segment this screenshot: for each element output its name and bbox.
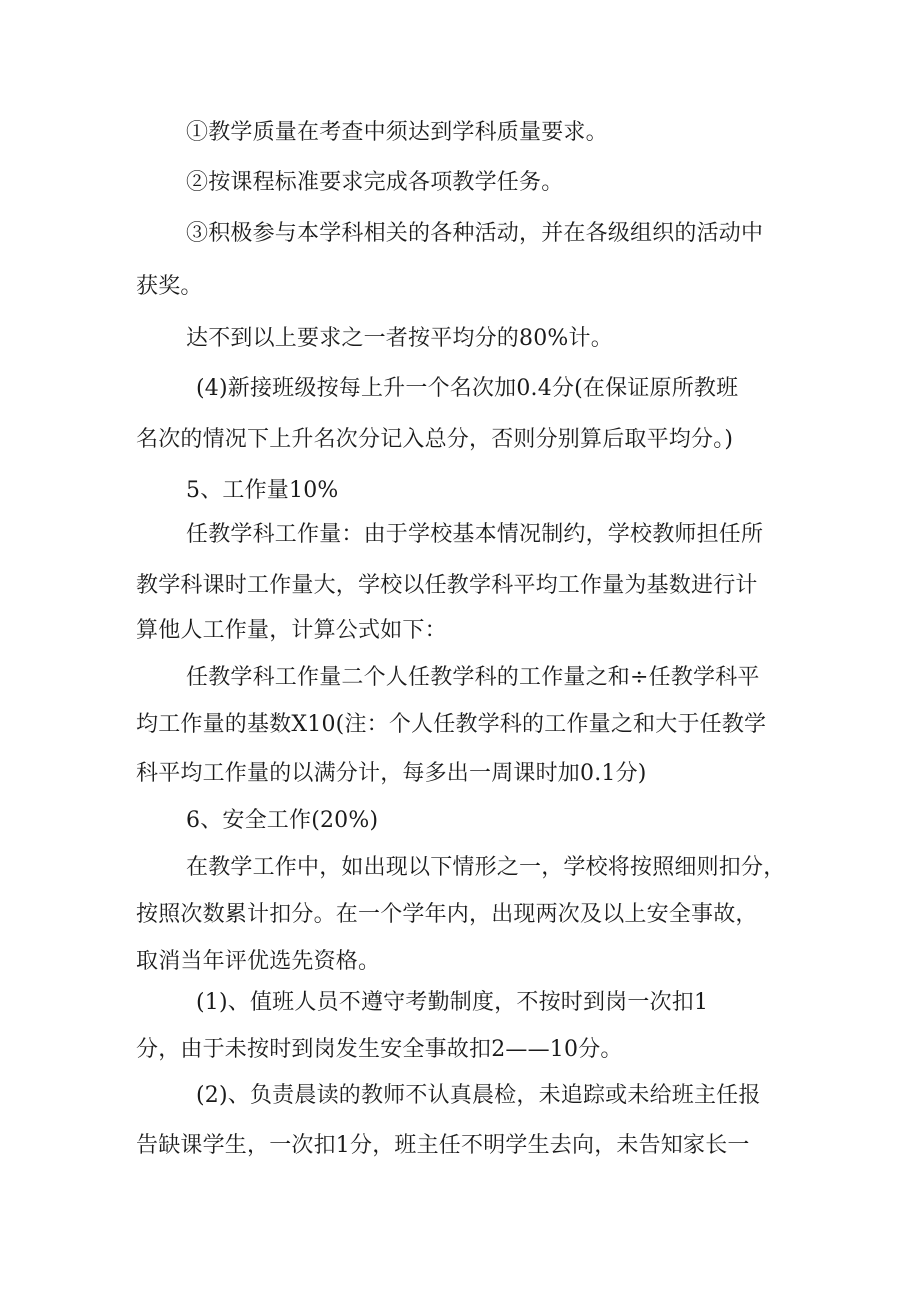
formula-line-3: 科平均工作量的以满分计，每多出一周课时加0.1分) <box>136 761 647 786</box>
section-heading-safety: 6、安全工作(20%) <box>186 808 379 833</box>
safety-paragraph-line-2: 按照次数累计扣分。在一个学年内，出现两次及以上安全事故， <box>136 902 758 927</box>
workload-paragraph-line-1: 任教学科工作量：由于学校基本情况制约，学校教师担任所 <box>186 522 764 547</box>
workload-paragraph-line-2: 教学科课时工作量大，学校以任教学科平均工作量为基数进行计 <box>136 573 758 598</box>
safety-rule-2: (2)、负责晨读的教师不认真晨检，未追踪或未给班主任报 <box>196 1083 761 1108</box>
list-item-3: ③积极参与本学科相关的各种活动，并在各级组织的活动中 <box>186 221 764 246</box>
safety-rule-1: (1)、值班人员不遵守考勤制度，不按时到岗一次扣1 <box>196 990 709 1015</box>
rule-4: (4)新接班级按每上升一个名次加0.4分(在保证原所教班 <box>196 376 739 401</box>
formula-line-2: 均工作量的基数X10(注：个人任教学科的工作量之和大于任教学 <box>136 712 767 737</box>
requirement-note: 达不到以上要求之一者按平均分的80%计。 <box>186 326 613 351</box>
formula-line-1: 任教学科工作量二个人任教学科的工作量之和÷任教学科平 <box>186 665 760 690</box>
safety-rule-2-continuation: 告缺课学生，一次扣1分，班主任不明学生去向，未告知家长一 <box>136 1133 750 1158</box>
safety-rule-1-continuation: 分，由于未按时到岗发生安全事故扣2——10分。 <box>136 1037 623 1062</box>
safety-paragraph-line-1: 在教学工作中，如出现以下情形之一，学校将按照细则扣分， <box>186 855 786 880</box>
list-item-2: ②按课程标准要求完成各项教学任务。 <box>186 170 564 195</box>
safety-paragraph-line-3: 取消当年评优选先资格。 <box>136 949 381 974</box>
list-item-1: ①教学质量在考查中须达到学科质量要求。 <box>186 120 608 145</box>
workload-paragraph-line-3: 算他人工作量，计算公式如下： <box>136 618 447 643</box>
list-item-3-continuation: 获奖。 <box>136 274 203 299</box>
section-heading-workload: 5、工作量10% <box>186 478 339 503</box>
rule-4-continuation: 名次的情况下上升名次分记入总分，否则分别算后取平均分。) <box>136 427 734 452</box>
